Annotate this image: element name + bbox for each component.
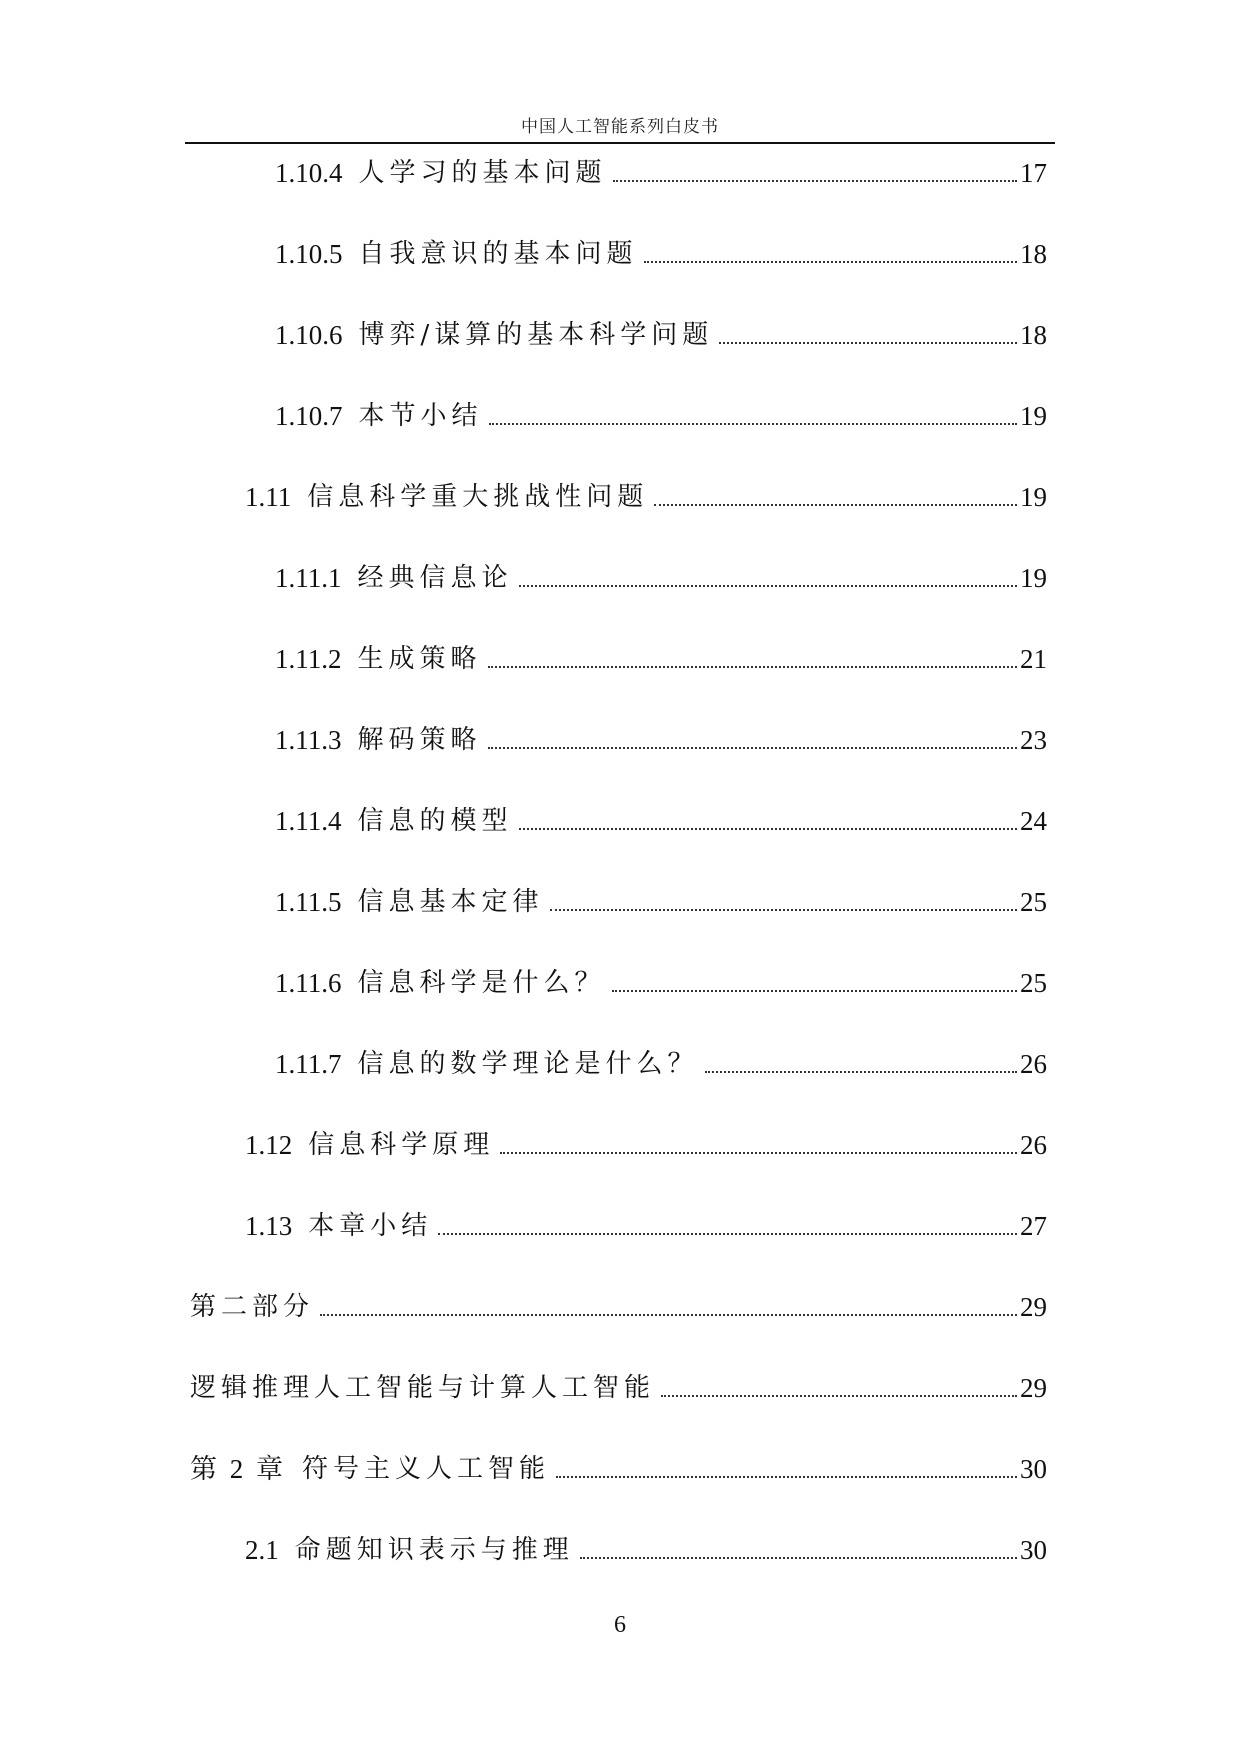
- toc-entry-page: 23: [1020, 725, 1047, 755]
- toc-entry-title: 博弈/谋算的基本科学问题: [358, 320, 714, 350]
- toc-entry-number: 1.10.4: [275, 158, 343, 188]
- toc-dot-leader: [613, 180, 1017, 182]
- toc-entry-number: 1.10.7: [275, 401, 343, 431]
- toc-entry-title: 命题知识表示与推理: [294, 1535, 574, 1565]
- toc-entry-page: 17: [1020, 158, 1047, 188]
- toc-entry-page: 19: [1020, 482, 1047, 512]
- toc-entry-title: 信息科学原理: [308, 1130, 495, 1160]
- toc-entry-number: 1.11: [245, 482, 292, 512]
- toc-dot-leader: [489, 423, 1017, 425]
- running-header: 中国人工智能系列白皮书: [521, 117, 719, 137]
- toc-entry-title: 自我意识的基本问题: [358, 239, 638, 269]
- toc-entry[interactable]: [275, 798, 1047, 836]
- toc-entry-page: 30: [1020, 1535, 1047, 1565]
- toc-entry-number: 1.11.2: [275, 644, 342, 674]
- toc-entry-page: 29: [1020, 1292, 1047, 1322]
- toc-dot-leader: [519, 828, 1017, 830]
- toc-entry[interactable]: [275, 555, 1047, 593]
- toc-entry-number: 2.1: [245, 1535, 279, 1565]
- toc-dot-leader: [438, 1233, 1017, 1235]
- toc-entry-number: 第 2 章: [190, 1454, 286, 1484]
- toc-entry-page: 25: [1020, 968, 1047, 998]
- toc-entry-number: 1.10.6: [275, 320, 343, 350]
- toc-entry[interactable]: [275, 636, 1047, 674]
- toc-dot-leader: [488, 747, 1017, 749]
- toc-entry[interactable]: [275, 717, 1047, 755]
- toc-dot-leader: [654, 504, 1017, 506]
- toc-entry-page: 24: [1020, 806, 1047, 836]
- toc-entry-page: 19: [1020, 563, 1047, 593]
- toc-dot-leader: [612, 990, 1017, 992]
- toc-entry-page: 18: [1020, 239, 1047, 269]
- toc-entry[interactable]: [275, 960, 1047, 998]
- toc-entry-title: 信息基本定律: [357, 887, 544, 917]
- toc-entry[interactable]: [275, 312, 1047, 350]
- toc-entry-title: 本节小结: [358, 401, 483, 431]
- toc-entry-title: 信息科学重大挑战性问题: [307, 482, 649, 512]
- toc-entry[interactable]: [190, 1446, 1047, 1484]
- toc-dot-leader: [320, 1314, 1017, 1316]
- toc-entry[interactable]: [275, 879, 1047, 917]
- toc-dot-leader: [500, 1152, 1017, 1154]
- toc-entry[interactable]: [245, 1203, 1047, 1241]
- toc-entry[interactable]: [275, 231, 1047, 269]
- toc-entry-page: 27: [1020, 1211, 1047, 1241]
- toc-entry[interactable]: [190, 1365, 1047, 1403]
- toc-entry-title: 信息科学是什么？: [357, 968, 606, 998]
- toc-entry[interactable]: [245, 1527, 1047, 1565]
- toc-entry-title: 信息的模型: [357, 806, 513, 836]
- toc-entry-page: 19: [1020, 401, 1047, 431]
- toc-entry-title: 人学习的基本问题: [358, 158, 607, 188]
- toc-entry[interactable]: [245, 474, 1047, 512]
- toc-entry-number: 1.11.7: [275, 1049, 342, 1079]
- toc-dot-leader: [661, 1395, 1017, 1397]
- toc-entry-page: 21: [1020, 644, 1047, 674]
- toc-entry-title: 信息的数学理论是什么？: [357, 1049, 699, 1079]
- toc-entry[interactable]: [275, 393, 1047, 431]
- toc-entry-title: 符号主义人工智能: [302, 1454, 551, 1484]
- toc-entry-number: 1.11.4: [275, 806, 342, 836]
- toc-entry-title: 经典信息论: [357, 563, 513, 593]
- toc-entry-number: 1.11.6: [275, 968, 342, 998]
- toc-entry[interactable]: [190, 1284, 1047, 1322]
- toc-entry-title: 第二部分: [190, 1292, 315, 1322]
- toc-entry-title: 本章小结: [308, 1211, 433, 1241]
- toc-dot-leader: [488, 666, 1017, 668]
- toc-entry-number: 1.12: [245, 1130, 293, 1160]
- toc-entry-page: 25: [1020, 887, 1047, 917]
- toc-dot-leader: [556, 1476, 1017, 1478]
- toc-entry-page: 26: [1020, 1049, 1047, 1079]
- toc-entry-title: 解码策略: [357, 725, 482, 755]
- toc-entry-number: 1.11.3: [275, 725, 342, 755]
- toc-dot-leader: [519, 585, 1017, 587]
- toc-entry-number: 1.11.5: [275, 887, 342, 917]
- toc-entry-title: 逻辑推理人工智能与计算人工智能: [190, 1373, 656, 1403]
- toc-entry-number: 1.10.5: [275, 239, 343, 269]
- toc-entry-page: 29: [1020, 1373, 1047, 1403]
- toc-entry-page: 18: [1020, 320, 1047, 350]
- toc-entry[interactable]: [245, 1122, 1047, 1160]
- toc-dot-leader: [580, 1557, 1017, 1559]
- toc-entry[interactable]: [275, 1041, 1047, 1079]
- toc-entry-number: 1.13: [245, 1211, 293, 1241]
- toc-entry-number: 1.11.1: [275, 563, 342, 593]
- toc-entry-page: 30: [1020, 1454, 1047, 1484]
- toc-dot-leader: [644, 261, 1017, 263]
- toc-entry-page: 26: [1020, 1130, 1047, 1160]
- toc-dot-leader: [719, 342, 1017, 344]
- toc-dot-leader: [550, 909, 1017, 911]
- page-number: 6: [614, 1612, 626, 1638]
- toc-dot-leader: [705, 1071, 1017, 1073]
- toc-entry[interactable]: [275, 150, 1047, 188]
- toc-entry-title: 生成策略: [357, 644, 482, 674]
